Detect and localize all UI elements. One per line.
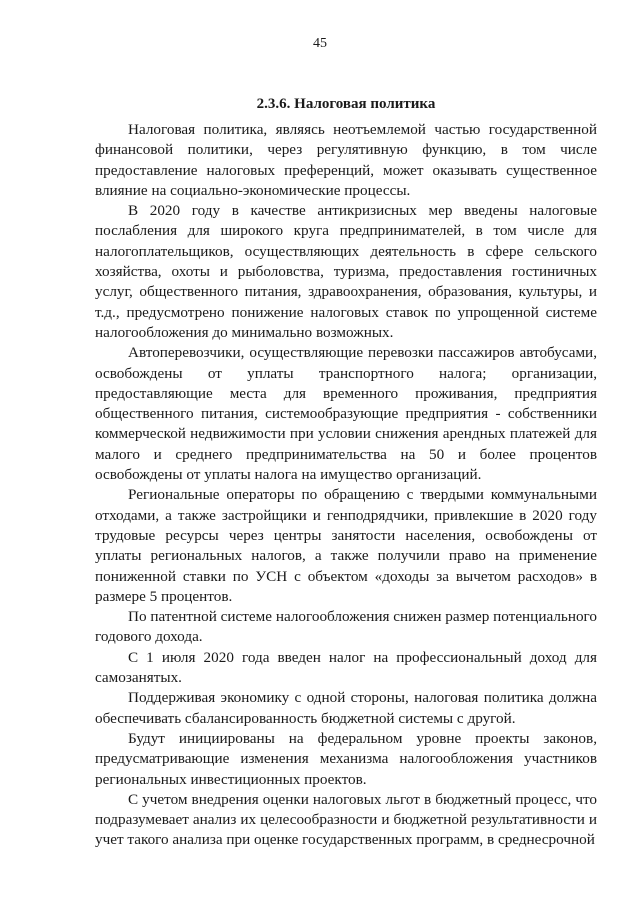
paragraph-self-employed-tax: С 1 июля 2020 года введен налог на профессиональный доход для самозанятых. xyxy=(95,648,597,687)
paragraph-anticrisis-measures: В 2020 году в качестве антикризисных мер введены налоговые послабления для широкого круга предпринимателей, в том числе для налогоплательщиков, осуществляющих деятельность в сфере сельского хозяйства, охоты и рыболовства, туризма, предоставления гостиничных услуг, общественного питания, здравоохранения, образования, культуры, и т.д., предусмотрено понижение налоговых ставок по упрощенной системе налогообложения до минимально возможных. xyxy=(95,202,597,341)
paragraph-carrier-exemptions: Автоперевозчики, осуществляющие перевозки пассажиров автобусами, освобождены от уплаты транспортного налога; организации, предоставляющие места для временного проживания, предприятия общественного питания, системообразующие предприятия - собственники коммерческой недвижимости при условии снижения арендных платежей для малого и среднего предпринимательства на 50 и более процентов освобождены от уплаты налога на имущество организаций. xyxy=(95,344,597,484)
paragraph-tax-benefit-assessment: С учетом внедрения оценки налоговых льгот в бюджетный процесс, что подразумевает анализ их целесообразности и бюджетной результативности и учет такого анализа при оценке государственных программ, в среднесрочной xyxy=(95,790,597,849)
paragraph-tax-policy-intro: Налоговая политика, являясь неотъемлемой частью государственной финансовой политики, через регулятивную функцию, в том числе предоставление налоговых преференций, может оказывать существенное влияние на социально-экономические процессы. xyxy=(95,121,597,199)
paragraph-patent-system: По патентной системе налогообложения снижен размер потенциального годового дохода. xyxy=(95,608,597,646)
paragraph-federal-initiatives: Будут инициированы на федеральном уровне проекты законов, предусматривающие изменения механизма налогообложения участников региональных инвестиционных проектов. xyxy=(95,729,597,788)
section-heading: 2.3.6. Налоговая политика xyxy=(256,96,436,112)
page-number: 45 xyxy=(313,36,327,51)
paragraph-regional-operators: Региональные операторы по обращению с твердыми коммунальными отходами, а также застройщики и генподрядчики, привлекшие в 2020 году трудовые ресурсы через центры занятости населения, освобождены от уплаты региональных налогов, а также получили право на применение пониженной ставки по УСН с объектом «доходы за вычетом расходов» в размере 5 процентов. xyxy=(95,486,597,605)
body-text xyxy=(95,120,597,851)
paragraph-budget-balance: Поддерживая экономику с одной стороны, налоговая политика должна обеспечивать сбалансированность бюджетной системы с другой. xyxy=(95,689,597,727)
